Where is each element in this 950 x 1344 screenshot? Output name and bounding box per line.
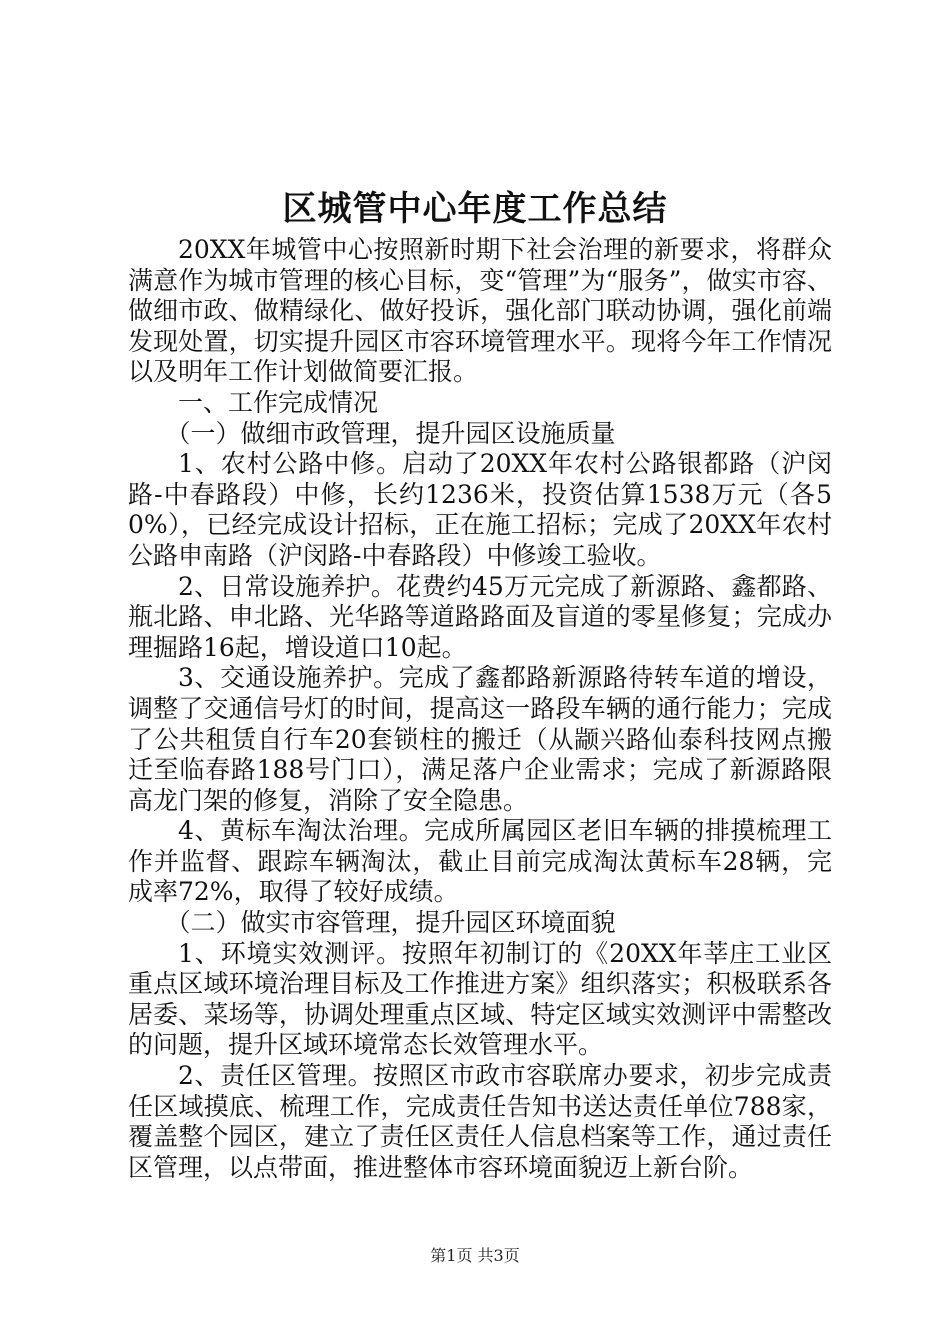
paragraph-traffic-facility-maintenance: 3、交通设施养护。完成了鑫都路新源路待转车道的增设，调整了交通信号灯的时间，提高这一路段车辆的通行能力；完成了公共租赁自行车20套锁柱的搬迁（从颛兴路仙泰科技网点搬迁至临春路188号门口），满足落户企业需求；完成了新源路限高龙门架的修复，消除了安全隐患。 (128, 663, 832, 815)
document-title: 区城管中心年度工作总结 (282, 189, 668, 229)
paragraph-environment-evaluation: 1、环境实效测评。按照年初制订的《20XX年莘庄工业区重点区域环境治理目标及工作推进方案》组织落实；积极联系各居委、菜场等，协调处理重点区域、特定区域实效测评中需整改的问题，提升区域环境常态长效管理水平。 (128, 938, 832, 1060)
paragraph-responsibility-zone: 2、责任区管理。按照区市政市容联席办要求，初步完成责任区域摸底、梳理工作，完成责任告知书送达责任单位788家，覆盖整个园区，建立了责任区责任人信息档案等工作，通过责任区管理，以点带面，推进整体市容环境面貌迈上新台阶。 (128, 1061, 832, 1182)
document-body (128, 235, 832, 1183)
page-footer: 第1页 共3页 (430, 1246, 520, 1265)
subsection-heading-city-appearance: （二）做实市容管理，提升园区环境面貌 (165, 908, 616, 938)
paragraph-rural-road-repair: 1、农村公路中修。启动了20XX年农村公路银都路（沪闵路-中春路段）中修，长约1236米，投资估算1538万元（各50%），已经完成设计招标，正在施工招标；完成了20XX年农村公路申南路（沪闵路-中春路段）中修竣工验收。 (128, 449, 832, 570)
paragraph-daily-facility-maintenance: 2、日常设施养护。花费约45万元完成了新源路、鑫都路、瓶北路、申北路、光华路等道路路面及盲道的零星修复；完成办理掘路16起，增设道口10起。 (128, 571, 832, 662)
intro-paragraph: 20XX年城管中心按照新时期下社会治理的新要求，将群众满意作为城市管理的核心目标，变“管理”为“服务”，做实市容、做细市政、做精绿化、做好投诉，强化部门联动协调，强化前端发现处置，切实提升园区市容环境管理水平。现将今年工作情况以及明年工作计划做简要汇报。 (128, 235, 832, 387)
section-heading-work-completion: 一、工作完成情况 (178, 387, 379, 417)
subsection-heading-municipal: （一）做细市政管理，提升园区设施质量 (165, 418, 616, 448)
paragraph-yellow-label-vehicles: 4、黄标车淘汰治理。完成所属园区老旧车辆的排摸梳理工作并监督、跟踪车辆淘汰，截止目前完成淘汰黄标车28辆，完成率72%，取得了较好成绩。 (128, 816, 832, 907)
